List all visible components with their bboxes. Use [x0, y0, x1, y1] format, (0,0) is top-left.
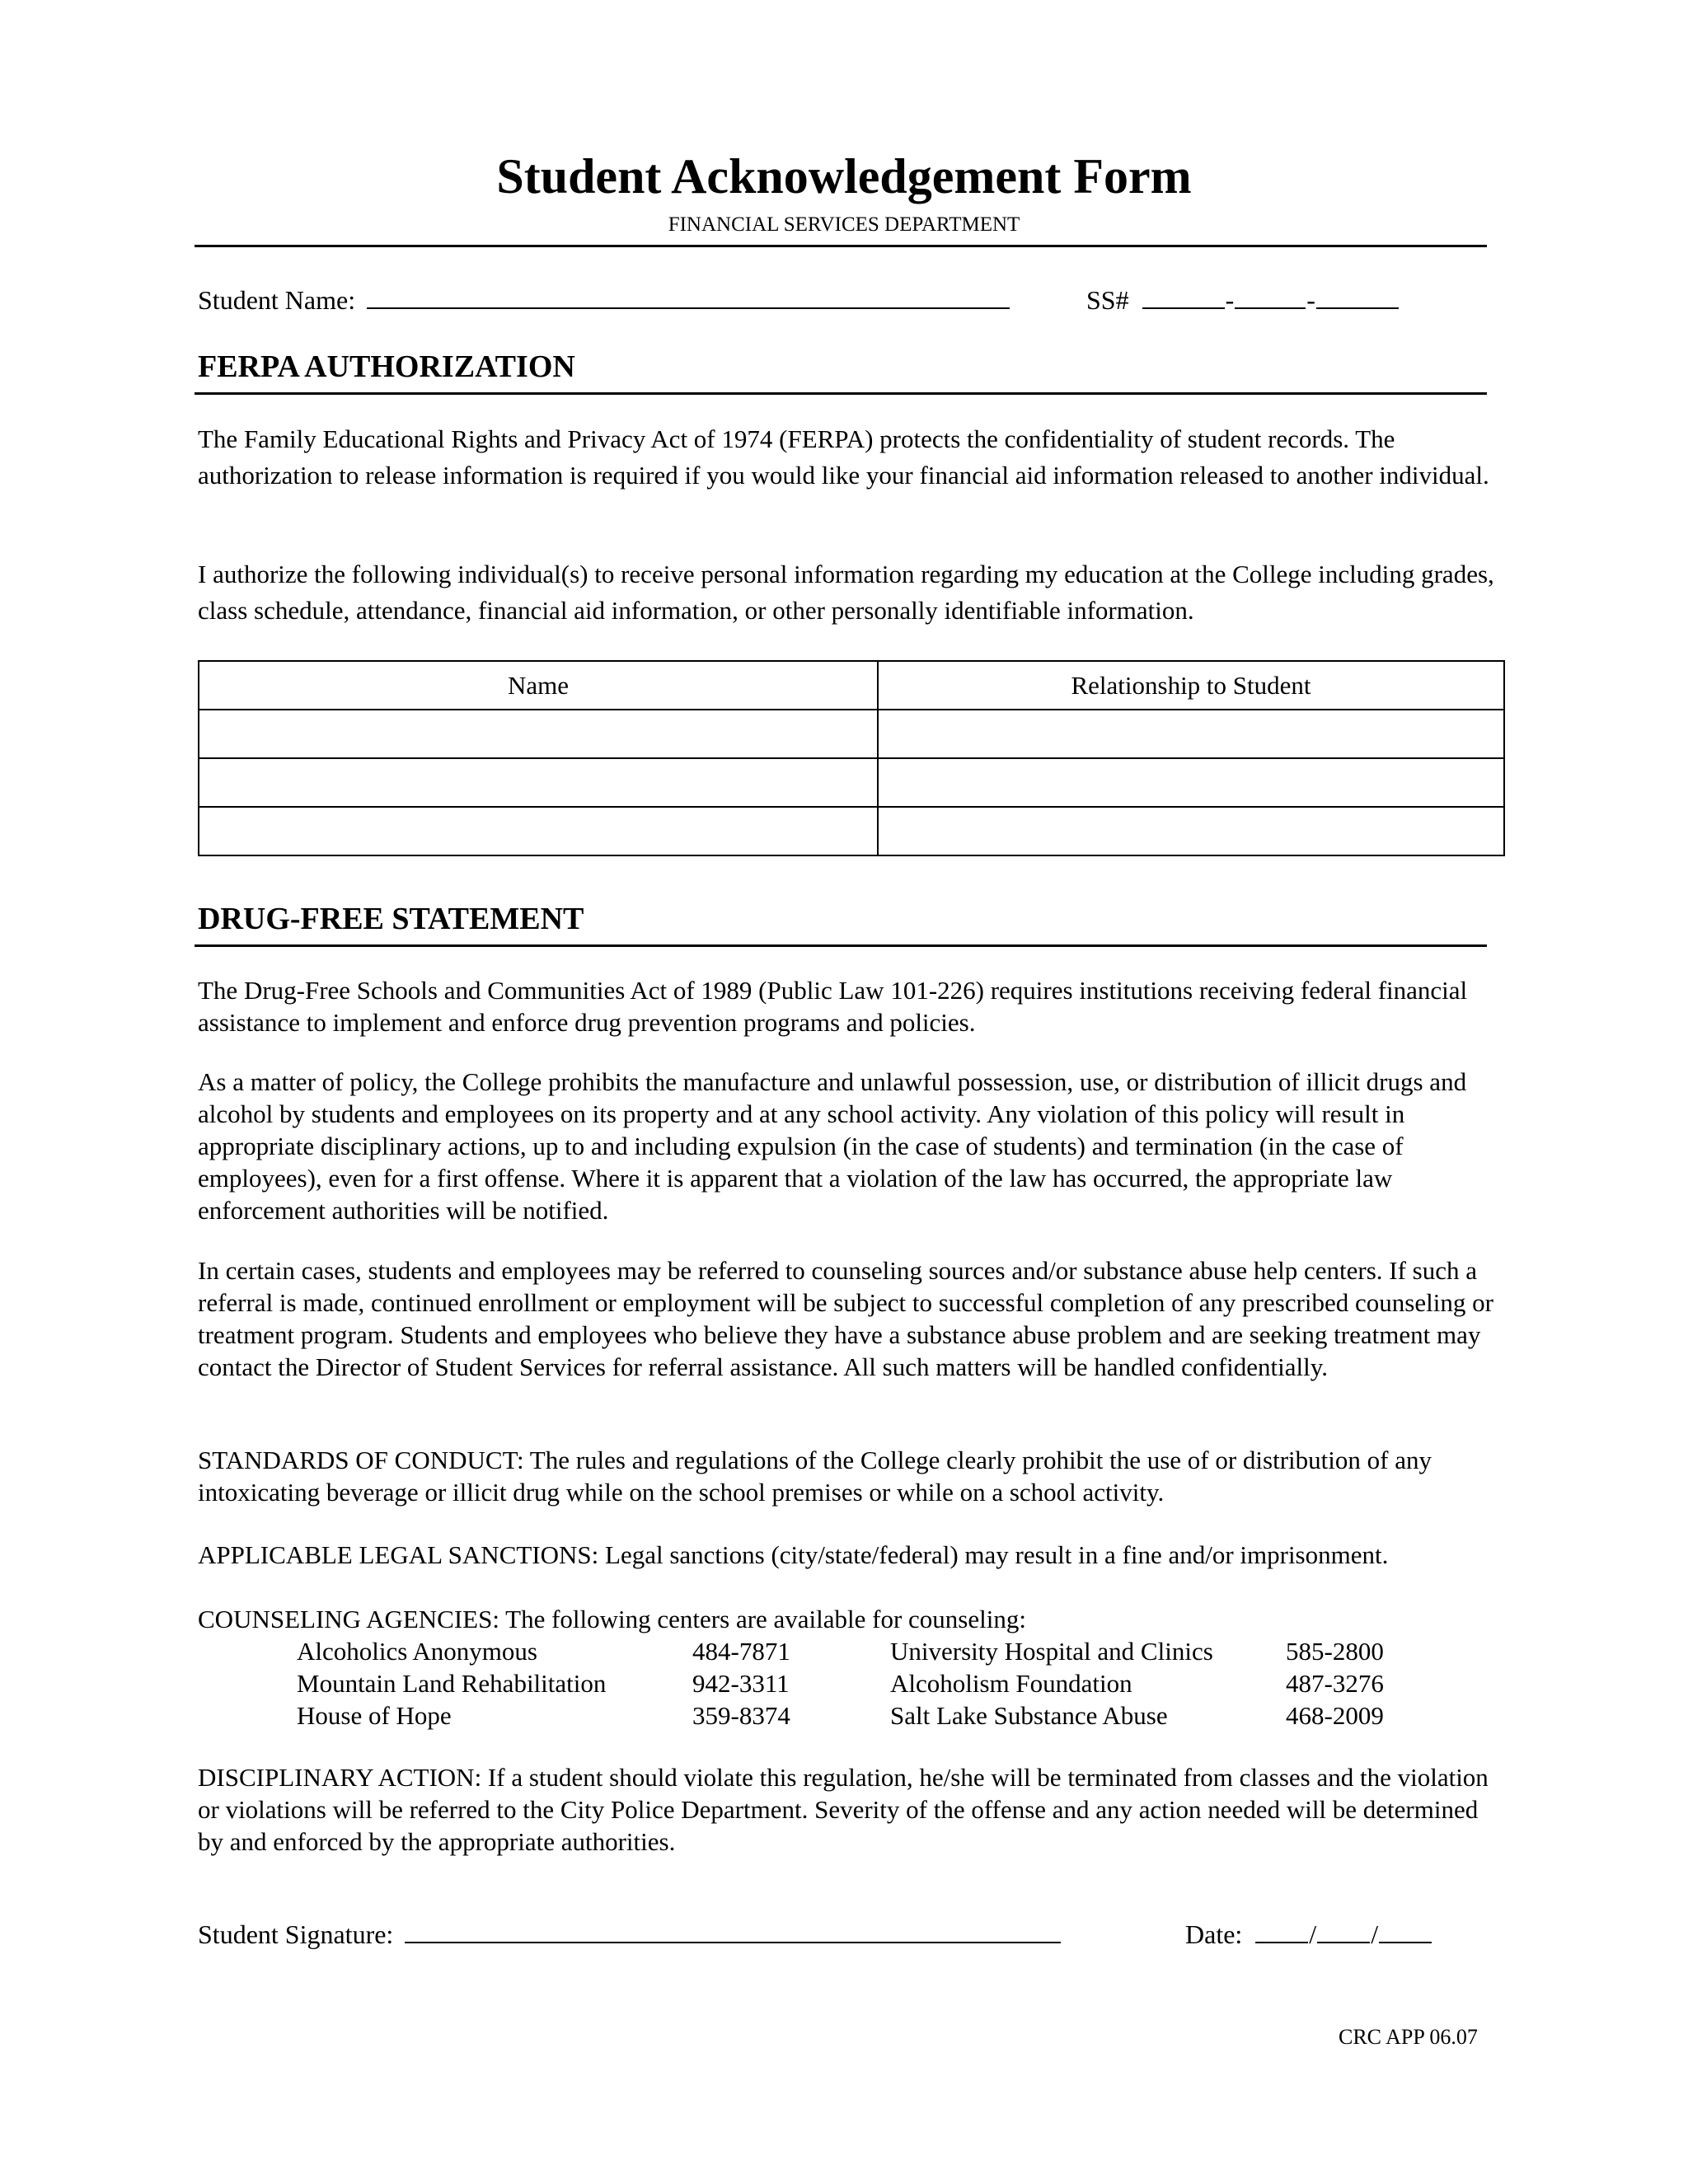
- drug-free-paragraph-2: As a matter of policy, the College prohibits the manufacture and unlawful possession, use, or distribution of illicit drugs and alcohol by students and employees on its property and at any school activity. Any violation of this policy will result in appropriate disciplinary actions, up to and including expulsion (in the case of students) and termination (in the case of employees), even for a first offense. Where it is apparent that a violation of the law has occurred, the appropriate law enforcement authorities will be notified.: [198, 1067, 1467, 1225]
- ssn-part3-line[interactable]: [1316, 283, 1399, 309]
- student-name-field: [198, 283, 1010, 316]
- agency-phone: 484-7871: [692, 1637, 790, 1666]
- date-label: Date:: [1185, 1919, 1243, 1949]
- table-row: [199, 807, 1504, 855]
- agency-phone: 585-2800: [1286, 1637, 1384, 1666]
- agency-phone: 487-3276: [1286, 1669, 1384, 1698]
- student-name-label: Student Name:: [198, 285, 356, 315]
- ssn-part2-line[interactable]: [1235, 283, 1306, 309]
- student-name-line[interactable]: [367, 283, 1010, 309]
- ssn-separator: -: [1225, 285, 1235, 315]
- agency-phone: 468-2009: [1286, 1701, 1384, 1730]
- name-cell[interactable]: [199, 807, 878, 855]
- counseling-intro: COUNSELING AGENCIES: The following centers are available for counseling:: [198, 1605, 1026, 1633]
- ferpa-paragraph-1: The Family Educational Rights and Privacy Act of 1974 (FERPA) protects the confidentiality of student records. The authorization to release information is required if you would like your financial aid information released to another individual.: [198, 424, 1489, 490]
- date-year-line[interactable]: [1379, 1917, 1432, 1943]
- drug-free-rule: [195, 944, 1487, 947]
- date-day-line[interactable]: [1317, 1917, 1370, 1943]
- relationship-cell[interactable]: [878, 758, 1504, 807]
- ssn-separator: -: [1306, 285, 1315, 315]
- date-separator: /: [1309, 1919, 1317, 1949]
- agency-name: Alcoholism Foundation: [890, 1669, 1132, 1698]
- agency-name: University Hospital and Clinics: [890, 1637, 1213, 1666]
- agency-phone: 942-3311: [692, 1669, 790, 1698]
- form-title: Student Acknowledgement Form: [496, 149, 1192, 204]
- ssn-part1-line[interactable]: [1142, 283, 1225, 309]
- ferpa-paragraph-2: I authorize the following individual(s) to receive personal information regarding my education at the College including grades, class schedule, attendance, financial aid information, or other personally identifiable information.: [198, 560, 1494, 625]
- signature-line[interactable]: [405, 1917, 1061, 1943]
- drug-free-heading: DRUG-FREE STATEMENT: [198, 902, 584, 936]
- table-row: [199, 710, 1504, 758]
- legal-sanctions: APPLICABLE LEGAL SANCTIONS: Legal sanctions (city/state/federal) may result in a fine and/or imprisonment.: [198, 1540, 1389, 1569]
- relationship-cell[interactable]: [878, 710, 1504, 758]
- drug-free-paragraph-1: The Drug-Free Schools and Communities Act of 1989 (Public Law 101-226) requires institutions receiving federal financial assistance to implement and enforce drug prevention programs and policies.: [198, 976, 1468, 1037]
- name-cell[interactable]: [199, 710, 878, 758]
- table-header-row: [199, 661, 1504, 710]
- ssn-label: SS#: [1086, 285, 1129, 315]
- date-separator: /: [1371, 1919, 1379, 1949]
- date-month-line[interactable]: [1255, 1917, 1308, 1943]
- date-field: [1185, 1917, 1432, 1951]
- ferpa-rule: [195, 392, 1487, 395]
- signature-field: [198, 1917, 1061, 1951]
- header-rule: [195, 245, 1487, 247]
- agency-name: House of Hope: [297, 1701, 452, 1730]
- name-cell[interactable]: [199, 758, 878, 807]
- agency-phone: 359-8374: [692, 1701, 790, 1730]
- agency-name: Alcoholics Anonymous: [297, 1637, 537, 1666]
- authorized-individuals-table: [198, 660, 1505, 856]
- name-column-header: Name: [199, 661, 878, 710]
- ssn-field: [1086, 283, 1399, 316]
- department-subtitle: FINANCIAL SERVICES DEPARTMENT: [668, 213, 1020, 236]
- standards-of-conduct: STANDARDS OF CONDUCT: The rules and regulations of the College clearly prohibit the use of or distribution of any intoxicating beverage or illicit drug while on the school premises or while on a school activity.: [198, 1446, 1432, 1507]
- ferpa-heading: FERPA AUTHORIZATION: [198, 349, 575, 384]
- table-row: [199, 758, 1504, 807]
- agency-name: Salt Lake Substance Abuse: [890, 1701, 1168, 1730]
- relationship-column-header: Relationship to Student: [878, 661, 1504, 710]
- form-code: CRC APP 06.07: [1339, 2025, 1478, 2049]
- agency-name: Mountain Land Rehabilitation: [297, 1669, 607, 1698]
- drug-free-paragraph-3: In certain cases, students and employees may be referred to counseling sources and/or substance abuse help centers. If such a referral is made, continued enrollment or employment will be subject to successful completion of any prescribed counseling or treatment program. Students and employees who believe they have a substance abuse problem and are seeking treatment may contact the Director of Student Services for referral assistance. All such matters will be handled confidentially.: [198, 1256, 1493, 1381]
- relationship-cell[interactable]: [878, 807, 1504, 855]
- signature-label: Student Signature:: [198, 1919, 394, 1949]
- disciplinary-action: DISCIPLINARY ACTION: If a student should violate this regulation, he/she will be terminated from classes and the violation or violations will be referred to the City Police Department. Severity of the offense and any action needed will be determined by and enforced by the appropriate authorities.: [198, 1763, 1489, 1856]
